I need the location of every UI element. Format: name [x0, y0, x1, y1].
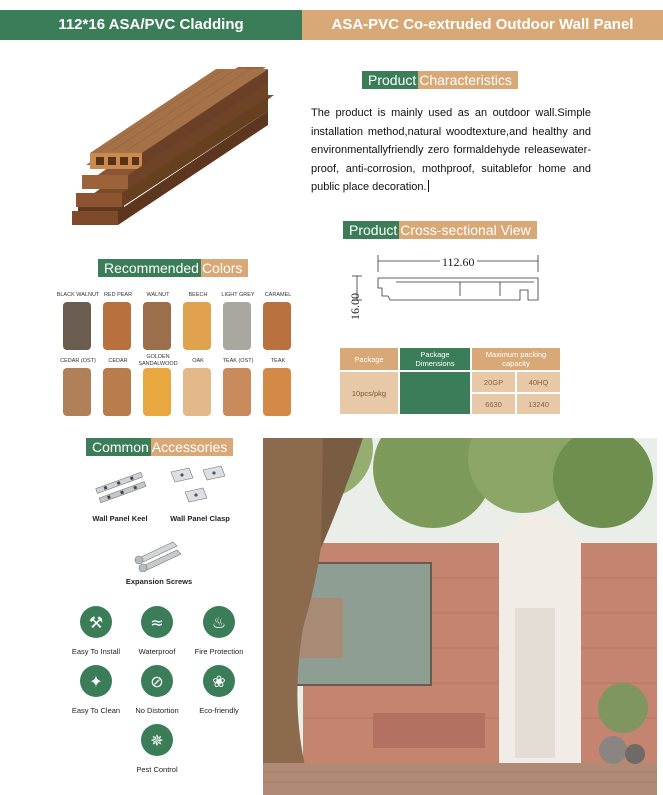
color-swatch [223, 302, 251, 350]
cross-section-title: Product Cross-sectional View [343, 221, 537, 239]
color-swatch [183, 302, 211, 350]
water-drop-icon: ≈ [141, 606, 173, 638]
color-swatch [63, 302, 91, 350]
color-swatch [63, 368, 91, 416]
table-header-capacity: Maximum packing capacity [472, 348, 560, 370]
accessory-label-screws: Expansion Screws [125, 577, 193, 586]
header-right-title: ASA-PVC Co-extruded Outdoor Wall Panel [302, 10, 663, 40]
color-swatch [103, 302, 131, 350]
swatch-label: CARAMEL [264, 292, 292, 298]
table-cell-40hq-capacity: 13240 [517, 394, 560, 414]
accessories-title: Common Accessories [86, 438, 233, 456]
broom-icon: ✦ [80, 665, 112, 697]
table-cell-package: 10pcs/pkg [340, 372, 398, 414]
accessory-label-keel: Wall Panel Keel [92, 514, 148, 523]
table-cell-dimensions [400, 372, 470, 414]
characteristics-description: The product is mainly used as an outdoor wall.Simple installation method,natural woodtexture,and healthy and environmentallyfriendly zero formaldehyde releasewater-proof, anti-corrosion, mothproof, suitablefor home and public place decoration. [311, 107, 591, 193]
swatch-label: CEDAR [108, 358, 128, 364]
characteristics-title: Product Characteristics [362, 71, 518, 89]
color-swatch [143, 368, 171, 416]
color-swatch [223, 368, 251, 416]
swatch-label: BEECH [188, 292, 208, 298]
cross-section-height-label: 16.00 [348, 293, 362, 320]
swatch-label: RED PEAR [103, 292, 133, 298]
wall-panel-clasp-image [165, 464, 235, 513]
header-left-title: 112*16 ASA/PVC Cladding [0, 10, 302, 40]
color-swatch [263, 302, 291, 350]
feature-label: Eco-friendly [199, 706, 239, 715]
accessory-label-clasp: Wall Panel Clasp [170, 514, 230, 523]
swatch-label: WALNUT [146, 292, 170, 298]
expansion-screws-image [133, 532, 185, 577]
swatch-label: LIGHT GREY [221, 292, 255, 298]
drill-icon: ⚒ [80, 606, 112, 638]
table-cell-20gp-capacity: 6630 [472, 394, 515, 414]
no-distortion-icon: ⊘ [141, 665, 173, 697]
feature-label: No Distortion [135, 706, 179, 715]
colors-title: Recommended Colors [98, 259, 248, 277]
color-swatch [263, 368, 291, 416]
swatch-label: TEAK [270, 358, 286, 364]
bug-icon: ✵ [141, 724, 173, 756]
building-photo [263, 438, 657, 795]
table-cell-20gp: 20GP [472, 372, 515, 392]
table-header-package: Package [340, 348, 398, 370]
package-table [338, 346, 562, 416]
cross-section-width-label: 112.60 [442, 255, 475, 269]
color-swatch [103, 368, 131, 416]
swatch-label: TEAK (OST) [222, 358, 254, 364]
flame-icon: ♨ [203, 606, 235, 638]
table-header-dimensions: Package Dimensions [400, 348, 470, 370]
feature-label: Pest Control [136, 765, 178, 774]
feature-label: Easy To Install [71, 647, 121, 656]
table-cell-40hq: 40HQ [517, 372, 560, 392]
feature-label: Easy To Clean [71, 706, 121, 715]
swatch-label: GOLDEN SANDALWOOD [138, 354, 178, 367]
feature-label: Fire Protection [194, 647, 244, 656]
wall-panel-keel-image [95, 468, 147, 513]
product-panels-image [68, 65, 278, 240]
feature-label: Waterproof [138, 647, 176, 656]
leaf-icon: ❀ [203, 665, 235, 697]
swatch-label: OAK [192, 358, 204, 364]
color-swatch [183, 368, 211, 416]
swatch-label: CEDAR (OST) [60, 358, 96, 364]
swatch-label: BLACK WALNUT [56, 292, 100, 298]
color-swatch [143, 302, 171, 350]
